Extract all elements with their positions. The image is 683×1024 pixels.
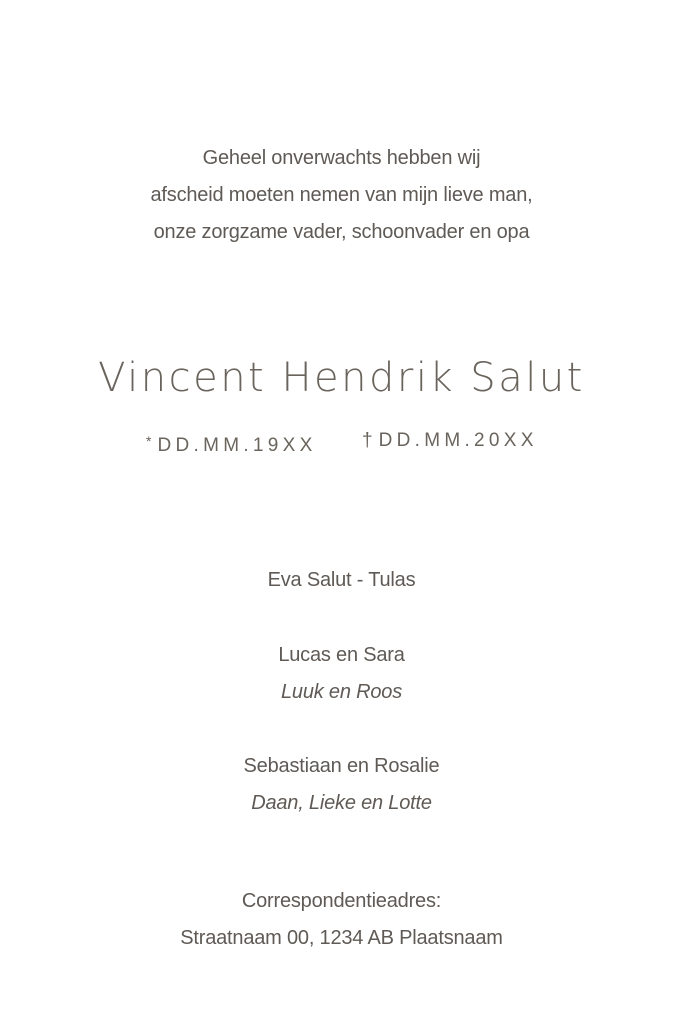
deceased-name: Vincent Hendrik Salut (98, 355, 585, 401)
birth-date: DD.MM.19XX (157, 435, 317, 456)
birth-date-group (146, 428, 317, 459)
death-date-group (362, 428, 538, 454)
intro-line-3: onze zorgzame vader, schoonvader en opa (153, 221, 530, 243)
spouse-name: Eva Salut - Tulas (267, 569, 416, 591)
death-date: DD.MM.20XX (378, 430, 538, 451)
child-family-2: Sebastiaan en Rosalie (243, 755, 440, 777)
intro-line-2: afscheid moeten nemen van mijn lieve man, (150, 184, 533, 206)
child-family-1: Lucas en Sara (278, 644, 405, 666)
intro-line-1: Geheel onverwachts hebben wij (202, 147, 481, 169)
grandchildren-2: Daan, Lieke en Lotte (251, 792, 432, 814)
correspondence-label: Correspondentieadres: (241, 890, 442, 912)
correspondence-address: Straatnaam 00, 1234 AB Plaatsnaam (180, 927, 503, 949)
birth-symbol: * (146, 433, 152, 449)
death-symbol: † (362, 430, 373, 451)
grandchildren-1: Luuk en Roos (280, 681, 403, 703)
